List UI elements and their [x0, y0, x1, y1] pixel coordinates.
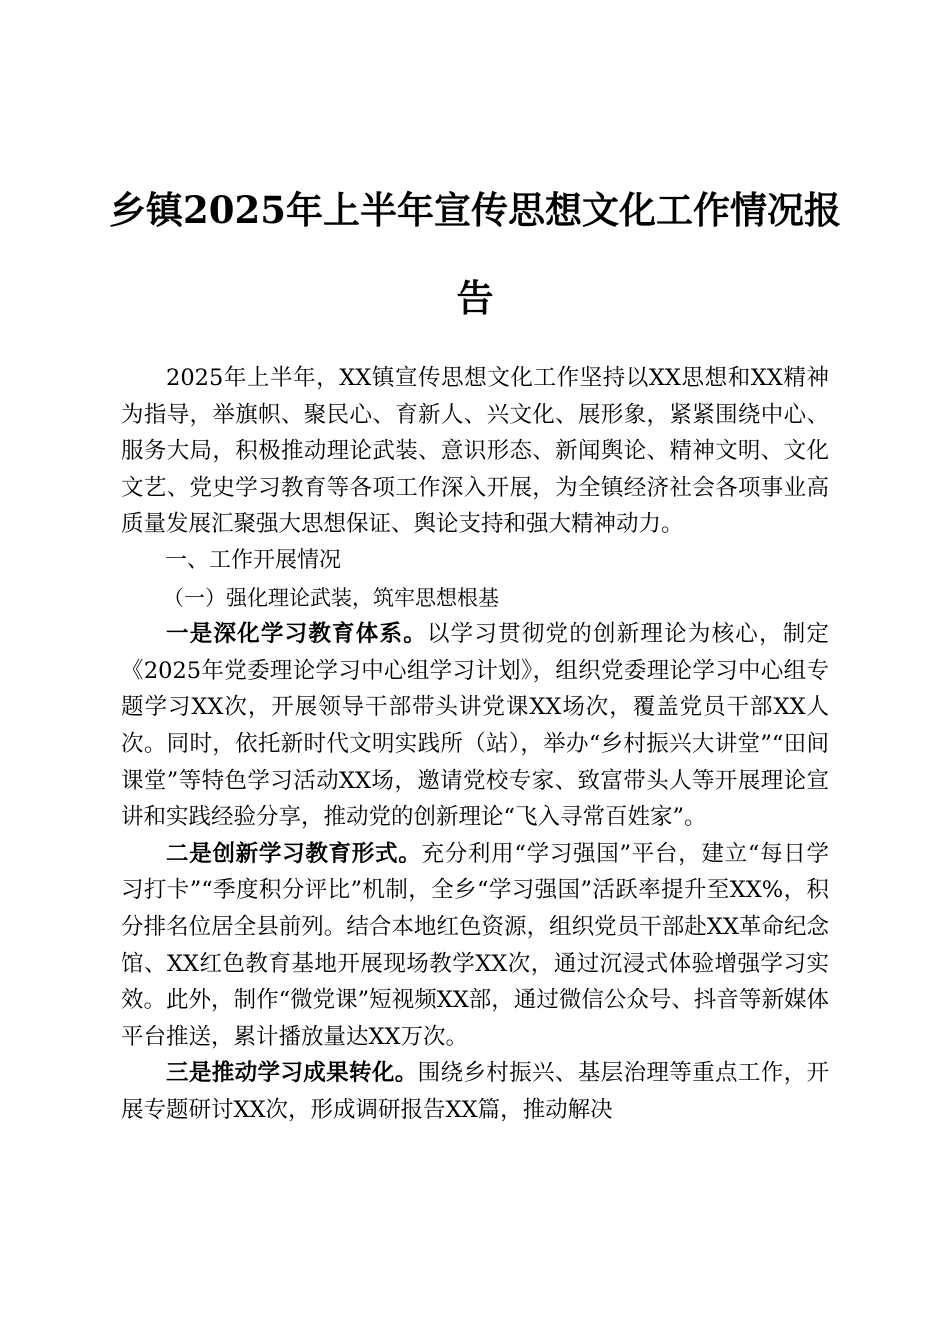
- intro-paragraph: 2025年上半年，XX镇宣传思想文化工作坚持以XX思想和XX精神为指导，举旗帜、聚民心、育新人、兴文化、展形象，紧紧围绕中心、服务大局，积极推动理论武装、意识形态、新闻舆论、精神文明、文化文艺、党史学习教育等各项工作深入开展，为全镇经济社会各项事业高质量发展汇聚强大思想保证、舆论支持和强大精神动力。: [121, 365, 829, 538]
- paragraph-text: 围绕乡村振兴、基层治理等重点工作，开展专题研讨XX次，形成调研报告XX篇，推动解决: [121, 1060, 829, 1123]
- document-body: [121, 360, 829, 1128]
- subsection-heading: （一）强化理论武装，筑牢思想根基: [163, 585, 499, 610]
- paragraph-lead: 三是推动学习成果转化。: [166, 1060, 418, 1087]
- body-paragraph: [121, 1055, 829, 1128]
- section-heading: 一、工作开展情况: [165, 547, 342, 573]
- document-title: [100, 166, 850, 342]
- paragraph-text: 充分利用“学习强国”平台，建立“每日学习打卡”“季度积分评比”机制，全乡“学习强国”活跃率提升至XX%，积分排名位居全县前列。结合本地红色资源，组织党员干部赴XX革命纪念馆、XX红色教育基地开展现场教学XX次，通过沉浸式体验增强学习实效。此外，制作“微党课”短视频XX部，通过微信公众号、抖音等新媒体平台推送，累计播放量达XX万次。: [121, 840, 829, 1050]
- body-paragraph: [121, 616, 829, 836]
- paragraph-lead: 一是深化学习教育体系。: [166, 621, 427, 648]
- title-line-1: 乡镇2025年上半年宣传思想文化工作情况报: [109, 188, 841, 232]
- paragraph-lead: 二是创新学习教育形式。: [166, 840, 422, 867]
- title-line-2: 告: [456, 276, 494, 320]
- body-paragraph: [121, 836, 829, 1056]
- paragraph-text: 以学习贯彻党的创新理论为核心，制定《2025年党委理论学习中心组学习计划》，组织党委理论学习中心组专题学习XX次，开展领导干部带头讲党课XX场次，覆盖党员干部XX人次。同时，依托新时代文明实践所（站），举办“乡村振兴大讲堂”“田间课堂”等特色学习活动XX场，邀请党校专家、致富带头人等开展理论宣讲和实践经验分享，推动党的创新理论“飞入寻常百姓家”。: [121, 621, 829, 831]
